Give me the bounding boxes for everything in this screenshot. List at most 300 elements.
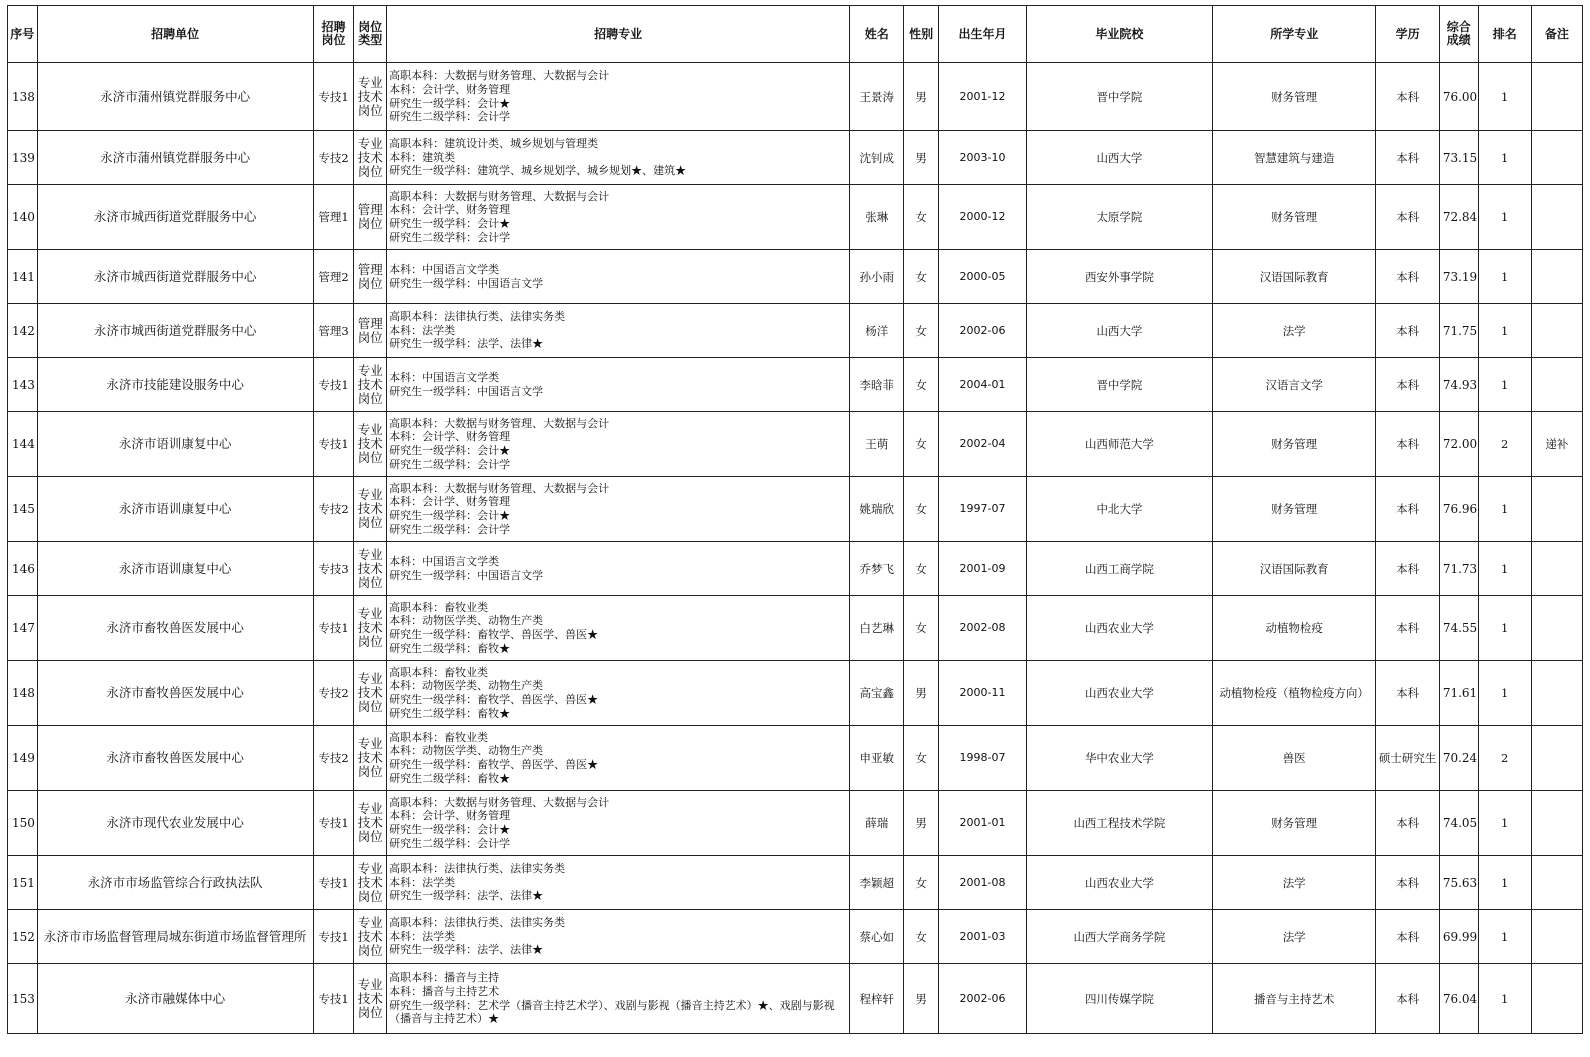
cell-school: 晋中学院 xyxy=(1026,63,1212,131)
table-row xyxy=(8,185,1583,250)
cell-name: 乔梦飞 xyxy=(850,542,904,596)
cell-edu: 本科 xyxy=(1376,131,1439,185)
cell-school: 山西工商学院 xyxy=(1026,542,1212,596)
cell-post: 专技1 xyxy=(313,63,354,131)
cell-rank: 1 xyxy=(1478,661,1531,726)
major-line: 研究生一级学科：会计★ xyxy=(389,217,511,230)
cell-name: 王景涛 xyxy=(850,63,904,131)
major-line: 本科：法学类 xyxy=(389,323,456,337)
cell-no: 147 xyxy=(8,596,38,661)
cell-major xyxy=(387,542,850,596)
major-line: 高职本科：建筑设计类、城乡规划与管理类 xyxy=(389,137,599,151)
cell-type: 管理岗位 xyxy=(354,304,387,358)
major-line: 高职本科：大数据与财务管理、大数据与会计 xyxy=(389,795,610,809)
cell-rank: 1 xyxy=(1478,964,1531,1034)
cell-school: 中北大学 xyxy=(1026,477,1212,542)
major-line: 高职本科：畜牧业类 xyxy=(389,665,489,679)
header-row xyxy=(8,6,1583,63)
cell-edu: 本科 xyxy=(1376,250,1439,304)
cell-birth: 2002-04 xyxy=(939,412,1027,477)
cell-rank: 1 xyxy=(1478,856,1531,910)
cell-type: 专业技术岗位 xyxy=(354,910,387,964)
major-line: 研究生二级学科：会计学 xyxy=(389,457,511,471)
header-type: 岗位类型 xyxy=(354,6,387,63)
cell-rank: 1 xyxy=(1478,910,1531,964)
cell-school: 晋中学院 xyxy=(1026,358,1212,412)
cell-school: 山西农业大学 xyxy=(1026,661,1212,726)
cell-rank: 1 xyxy=(1478,304,1531,358)
cell-gender: 女 xyxy=(904,358,939,412)
cell-birth: 2002-06 xyxy=(939,964,1027,1034)
cell-no: 145 xyxy=(8,477,38,542)
cell-major xyxy=(387,358,850,412)
header-gender: 性别 xyxy=(904,6,939,63)
header-rank: 排名 xyxy=(1478,6,1531,63)
major-line: 研究生二级学科：会计学 xyxy=(389,836,511,850)
cell-school: 西安外事学院 xyxy=(1026,250,1212,304)
cell-gender: 女 xyxy=(904,596,939,661)
cell-edu: 本科 xyxy=(1376,304,1439,358)
cell-type: 专业技术岗位 xyxy=(354,358,387,412)
cell-school: 山西大学 xyxy=(1026,304,1212,358)
cell-school: 华中农业大学 xyxy=(1026,726,1212,791)
header-note: 备注 xyxy=(1531,6,1582,63)
cell-post: 专技1 xyxy=(313,856,354,910)
cell-score: 74.93 xyxy=(1439,358,1478,412)
cell-rank: 1 xyxy=(1478,596,1531,661)
major-line: 本科：建筑类 xyxy=(389,150,456,164)
cell-major xyxy=(387,910,850,964)
major-line: 研究生一级学科：中国语言文学 xyxy=(389,568,544,582)
major-line: 高职本科：法律执行类、法律实务类 xyxy=(389,862,566,876)
cell-name: 王萌 xyxy=(850,412,904,477)
cell-score: 69.99 xyxy=(1439,910,1478,964)
major-line: 本科：法学类 xyxy=(389,929,456,943)
cell-type: 管理岗位 xyxy=(354,185,387,250)
cell-edu: 本科 xyxy=(1376,910,1439,964)
cell-note xyxy=(1531,358,1582,412)
cell-note xyxy=(1531,791,1582,856)
cell-edu: 本科 xyxy=(1376,412,1439,477)
cell-major xyxy=(387,596,850,661)
cell-name: 蔡心如 xyxy=(850,910,904,964)
header-school: 毕业院校 xyxy=(1026,6,1212,63)
cell-type: 专业技术岗位 xyxy=(354,412,387,477)
cell-gender: 男 xyxy=(904,661,939,726)
cell-studied: 财务管理 xyxy=(1212,63,1376,131)
cell-studied: 财务管理 xyxy=(1212,477,1376,542)
cell-score: 72.00 xyxy=(1439,412,1478,477)
cell-name: 李晗菲 xyxy=(850,358,904,412)
table-row xyxy=(8,304,1583,358)
cell-no: 149 xyxy=(8,726,38,791)
table-row xyxy=(8,964,1583,1034)
cell-gender: 女 xyxy=(904,542,939,596)
cell-note xyxy=(1531,542,1582,596)
table-row xyxy=(8,412,1583,477)
cell-no: 143 xyxy=(8,358,38,412)
cell-gender: 男 xyxy=(904,131,939,185)
header-studied: 所学专业 xyxy=(1212,6,1376,63)
cell-studied: 法学 xyxy=(1212,856,1376,910)
cell-type: 专业技术岗位 xyxy=(354,856,387,910)
cell-edu: 本科 xyxy=(1376,964,1439,1034)
cell-note xyxy=(1531,131,1582,185)
cell-unit: 永济市语训康复中心 xyxy=(37,477,313,542)
cell-studied: 动植物检疫（植物检疫方向） xyxy=(1212,661,1376,726)
cell-type: 专业技术岗位 xyxy=(354,542,387,596)
cell-birth: 2002-08 xyxy=(939,596,1027,661)
cell-major xyxy=(387,131,850,185)
table-row xyxy=(8,856,1583,910)
major-line: 高职本科：大数据与财务管理、大数据与会计 xyxy=(389,481,610,495)
cell-birth: 2002-06 xyxy=(939,304,1027,358)
cell-post: 专技2 xyxy=(313,726,354,791)
cell-name: 申亚敏 xyxy=(850,726,904,791)
major-line: 研究生一级学科：法学、法律★ xyxy=(389,943,544,957)
cell-unit: 永济市语训康复中心 xyxy=(37,542,313,596)
cell-score: 76.00 xyxy=(1439,63,1478,131)
cell-post: 管理2 xyxy=(313,250,354,304)
cell-rank: 1 xyxy=(1478,477,1531,542)
cell-score: 75.63 xyxy=(1439,856,1478,910)
results-table xyxy=(7,5,1583,1034)
cell-edu: 本科 xyxy=(1376,63,1439,131)
header-name: 姓名 xyxy=(850,6,904,63)
cell-no: 139 xyxy=(8,131,38,185)
cell-no: 142 xyxy=(8,304,38,358)
table-row xyxy=(8,477,1583,542)
major-line: 本科：法学类 xyxy=(389,875,456,889)
cell-note xyxy=(1531,250,1582,304)
major-line: 本科：会计学、财务管理 xyxy=(389,495,511,509)
cell-studied: 财务管理 xyxy=(1212,791,1376,856)
cell-unit: 永济市蒲州镇党群服务中心 xyxy=(37,131,313,185)
cell-note xyxy=(1531,856,1582,910)
cell-post: 专技2 xyxy=(313,131,354,185)
header-edu: 学历 xyxy=(1376,6,1439,63)
cell-school: 山西师范大学 xyxy=(1026,412,1212,477)
cell-post: 专技1 xyxy=(313,910,354,964)
cell-school: 山西工程技术学院 xyxy=(1026,791,1212,856)
major-line: 本科：中国语言文学类 xyxy=(389,554,500,568)
cell-school: 太原学院 xyxy=(1026,185,1212,250)
cell-post: 专技2 xyxy=(313,661,354,726)
cell-no: 148 xyxy=(8,661,38,726)
cell-rank: 2 xyxy=(1478,726,1531,791)
cell-gender: 女 xyxy=(904,477,939,542)
cell-name: 高宝鑫 xyxy=(850,661,904,726)
cell-note xyxy=(1531,596,1582,661)
cell-name: 程梓轩 xyxy=(850,964,904,1034)
major-line: 研究生二级学科：会计学 xyxy=(389,230,511,244)
cell-rank: 1 xyxy=(1478,791,1531,856)
major-line: 研究生一级学科：畜牧学、兽医学、兽医★ xyxy=(389,693,599,706)
cell-note xyxy=(1531,910,1582,964)
cell-school: 山西大学 xyxy=(1026,131,1212,185)
major-line: 本科：播音与主持艺术 xyxy=(389,984,500,998)
cell-major xyxy=(387,964,850,1034)
major-line: 研究生二级学科：会计学 xyxy=(389,522,511,536)
cell-note xyxy=(1531,964,1582,1034)
cell-gender: 女 xyxy=(904,726,939,791)
cell-unit: 永济市蒲州镇党群服务中心 xyxy=(37,63,313,131)
cell-score: 74.55 xyxy=(1439,596,1478,661)
cell-major xyxy=(387,856,850,910)
cell-post: 专技1 xyxy=(313,791,354,856)
major-line: 高职本科：大数据与财务管理、大数据与会计 xyxy=(389,189,610,203)
cell-post: 专技3 xyxy=(313,542,354,596)
cell-name: 姚瑞欣 xyxy=(850,477,904,542)
cell-gender: 女 xyxy=(904,856,939,910)
cell-birth: 2001-08 xyxy=(939,856,1027,910)
cell-rank: 1 xyxy=(1478,185,1531,250)
cell-studied: 播音与主持艺术 xyxy=(1212,964,1376,1034)
cell-studied: 兽医 xyxy=(1212,726,1376,791)
cell-major xyxy=(387,185,850,250)
cell-birth: 2000-05 xyxy=(939,250,1027,304)
cell-score: 71.61 xyxy=(1439,661,1478,726)
major-line: 研究生一级学科：会计★ xyxy=(389,823,511,836)
cell-birth: 2000-12 xyxy=(939,185,1027,250)
cell-major xyxy=(387,250,850,304)
major-line: 研究生二级学科：会计学 xyxy=(389,110,511,124)
cell-unit: 永济市现代农业发展中心 xyxy=(37,791,313,856)
cell-gender: 女 xyxy=(904,185,939,250)
major-line: 高职本科：法律执行类、法律实务类 xyxy=(389,916,566,930)
cell-major xyxy=(387,791,850,856)
cell-no: 151 xyxy=(8,856,38,910)
cell-gender: 男 xyxy=(904,63,939,131)
major-line: 高职本科：播音与主持 xyxy=(389,971,500,985)
cell-major xyxy=(387,661,850,726)
cell-major xyxy=(387,726,850,791)
table-row xyxy=(8,63,1583,131)
cell-unit: 永济市技能建设服务中心 xyxy=(37,358,313,412)
cell-studied: 动植物检疫 xyxy=(1212,596,1376,661)
cell-no: 140 xyxy=(8,185,38,250)
cell-type: 专业技术岗位 xyxy=(354,726,387,791)
cell-note xyxy=(1531,185,1582,250)
cell-unit: 永济市畜牧兽医发展中心 xyxy=(37,726,313,791)
cell-gender: 女 xyxy=(904,304,939,358)
cell-unit: 永济市城西街道党群服务中心 xyxy=(37,304,313,358)
cell-birth: 2004-01 xyxy=(939,358,1027,412)
major-line: 本科：动物医学类、动物生产类 xyxy=(389,744,544,758)
header-birth: 出生年月 xyxy=(939,6,1027,63)
cell-edu: 本科 xyxy=(1376,477,1439,542)
cell-type: 专业技术岗位 xyxy=(354,791,387,856)
cell-major xyxy=(387,63,850,131)
major-line: 高职本科：大数据与财务管理、大数据与会计 xyxy=(389,416,610,430)
cell-school: 山西农业大学 xyxy=(1026,596,1212,661)
cell-rank: 1 xyxy=(1478,250,1531,304)
major-line: 研究生一级学科：建筑学、城乡规划学、城乡规划★、建筑★ xyxy=(389,164,687,178)
major-line: 本科：动物医学类、动物生产类 xyxy=(389,614,544,628)
table-row xyxy=(8,910,1583,964)
cell-major xyxy=(387,412,850,477)
major-line: 研究生一级学科：会计★ xyxy=(389,444,511,457)
cell-post: 专技1 xyxy=(313,358,354,412)
cell-edu: 本科 xyxy=(1376,596,1439,661)
cell-type: 专业技术岗位 xyxy=(354,131,387,185)
cell-name: 沈钊成 xyxy=(850,131,904,185)
cell-edu: 本科 xyxy=(1376,856,1439,910)
cell-name: 杨洋 xyxy=(850,304,904,358)
cell-note xyxy=(1531,477,1582,542)
cell-no: 150 xyxy=(8,791,38,856)
cell-rank: 1 xyxy=(1478,358,1531,412)
cell-gender: 女 xyxy=(904,250,939,304)
cell-birth: 2001-03 xyxy=(939,910,1027,964)
cell-name: 白艺琳 xyxy=(850,596,904,661)
major-line: 研究生一级学科：法学、法律★ xyxy=(389,889,544,903)
cell-type: 专业技术岗位 xyxy=(354,596,387,661)
cell-unit: 永济市语训康复中心 xyxy=(37,412,313,477)
cell-gender: 男 xyxy=(904,964,939,1034)
cell-unit: 永济市城西街道党群服务中心 xyxy=(37,185,313,250)
major-line: 本科：中国语言文学类 xyxy=(389,262,500,276)
cell-note: 递补 xyxy=(1531,412,1582,477)
table-row xyxy=(8,131,1583,185)
cell-school: 山西农业大学 xyxy=(1026,856,1212,910)
cell-studied: 汉语国际教育 xyxy=(1212,250,1376,304)
cell-score: 71.73 xyxy=(1439,542,1478,596)
table-row xyxy=(8,791,1583,856)
cell-type: 专业技术岗位 xyxy=(354,477,387,542)
cell-post: 专技1 xyxy=(313,412,354,477)
cell-unit: 永济市畜牧兽医发展中心 xyxy=(37,596,313,661)
table-row xyxy=(8,726,1583,791)
cell-note xyxy=(1531,63,1582,131)
cell-edu: 本科 xyxy=(1376,542,1439,596)
cell-score: 71.75 xyxy=(1439,304,1478,358)
major-line: 研究生一级学科：会计★ xyxy=(389,96,511,110)
cell-name: 张琳 xyxy=(850,185,904,250)
cell-studied: 汉语言文学 xyxy=(1212,358,1376,412)
major-line: 研究生一级学科：会计★ xyxy=(389,509,511,522)
major-line: 研究生一级学科：艺术学（播音主持艺术学）、戏剧与影视（播音主持艺术）★、戏剧与影视（播音与主持艺术）★ xyxy=(389,998,835,1026)
cell-no: 152 xyxy=(8,910,38,964)
cell-major xyxy=(387,304,850,358)
table-row xyxy=(8,542,1583,596)
cell-birth: 2000-11 xyxy=(939,661,1027,726)
cell-edu: 本科 xyxy=(1376,661,1439,726)
cell-no: 144 xyxy=(8,412,38,477)
cell-rank: 1 xyxy=(1478,63,1531,131)
cell-no: 138 xyxy=(8,63,38,131)
major-line: 研究生一级学科：畜牧学、兽医学、兽医★ xyxy=(389,628,599,641)
table-row xyxy=(8,661,1583,726)
cell-post: 管理3 xyxy=(313,304,354,358)
cell-studied: 财务管理 xyxy=(1212,185,1376,250)
cell-rank: 1 xyxy=(1478,542,1531,596)
cell-major xyxy=(387,477,850,542)
header-no: 序号 xyxy=(8,6,38,63)
cell-birth: 2003-10 xyxy=(939,131,1027,185)
header-score: 综合成绩 xyxy=(1439,6,1478,63)
cell-score: 73.15 xyxy=(1439,131,1478,185)
cell-birth: 1997-07 xyxy=(939,477,1027,542)
major-line: 研究生一级学科：畜牧学、兽医学、兽医★ xyxy=(389,758,599,771)
major-line: 本科：会计学、财务管理 xyxy=(389,809,511,823)
cell-no: 141 xyxy=(8,250,38,304)
major-line: 研究生一级学科：中国语言文学 xyxy=(389,384,544,398)
cell-type: 专业技术岗位 xyxy=(354,63,387,131)
major-line: 研究生一级学科：法学、法律★ xyxy=(389,337,544,351)
cell-edu: 硕士研究生 xyxy=(1376,726,1439,791)
major-line: 本科：中国语言文学类 xyxy=(389,370,500,384)
major-line: 研究生二级学科：畜牧★ xyxy=(389,771,511,785)
cell-score: 76.96 xyxy=(1439,477,1478,542)
cell-studied: 法学 xyxy=(1212,304,1376,358)
cell-note xyxy=(1531,661,1582,726)
cell-score: 72.84 xyxy=(1439,185,1478,250)
cell-score: 73.19 xyxy=(1439,250,1478,304)
cell-edu: 本科 xyxy=(1376,358,1439,412)
cell-post: 管理1 xyxy=(313,185,354,250)
cell-rank: 1 xyxy=(1478,131,1531,185)
cell-edu: 本科 xyxy=(1376,185,1439,250)
table-row xyxy=(8,358,1583,412)
cell-type: 管理岗位 xyxy=(354,250,387,304)
table-row xyxy=(8,250,1583,304)
major-line: 高职本科：畜牧业类 xyxy=(389,600,489,614)
cell-studied: 财务管理 xyxy=(1212,412,1376,477)
cell-school: 山西大学商务学院 xyxy=(1026,910,1212,964)
major-line: 高职本科：大数据与财务管理、大数据与会计 xyxy=(389,69,610,83)
cell-type: 专业技术岗位 xyxy=(354,661,387,726)
cell-unit: 永济市融媒体中心 xyxy=(37,964,313,1034)
cell-score: 76.04 xyxy=(1439,964,1478,1034)
cell-name: 李颖超 xyxy=(850,856,904,910)
cell-gender: 男 xyxy=(904,791,939,856)
table-body xyxy=(8,63,1583,1034)
major-line: 研究生二级学科：畜牧★ xyxy=(389,706,511,720)
major-line: 本科：会计学、财务管理 xyxy=(389,203,511,217)
cell-studied: 法学 xyxy=(1212,910,1376,964)
cell-note xyxy=(1531,726,1582,791)
cell-birth: 1998-07 xyxy=(939,726,1027,791)
cell-birth: 2001-12 xyxy=(939,63,1027,131)
cell-gender: 女 xyxy=(904,412,939,477)
cell-studied: 汉语国际教育 xyxy=(1212,542,1376,596)
cell-note xyxy=(1531,304,1582,358)
cell-edu: 本科 xyxy=(1376,791,1439,856)
major-line: 研究生二级学科：畜牧★ xyxy=(389,641,511,655)
cell-post: 专技1 xyxy=(313,596,354,661)
cell-post: 专技2 xyxy=(313,477,354,542)
header-major: 招聘专业 xyxy=(387,6,850,63)
cell-rank: 2 xyxy=(1478,412,1531,477)
major-line: 本科：动物医学类、动物生产类 xyxy=(389,679,544,693)
cell-unit: 永济市畜牧兽医发展中心 xyxy=(37,661,313,726)
cell-unit: 永济市城西街道党群服务中心 xyxy=(37,250,313,304)
cell-score: 70.24 xyxy=(1439,726,1478,791)
cell-name: 薛瑞 xyxy=(850,791,904,856)
major-line: 高职本科：畜牧业类 xyxy=(389,730,489,744)
cell-school: 四川传媒学院 xyxy=(1026,964,1212,1034)
cell-unit: 永济市市场监督管理局城东街道市场监督管理所 xyxy=(37,910,313,964)
major-line: 研究生一级学科：中国语言文学 xyxy=(389,276,544,290)
major-line: 高职本科：法律执行类、法律实务类 xyxy=(389,310,566,324)
cell-studied: 智慧建筑与建造 xyxy=(1212,131,1376,185)
cell-birth: 2001-09 xyxy=(939,542,1027,596)
cell-birth: 2001-01 xyxy=(939,791,1027,856)
header-post: 招聘岗位 xyxy=(313,6,354,63)
header-unit: 招聘单位 xyxy=(37,6,313,63)
major-line: 本科：会计学、财务管理 xyxy=(389,430,511,444)
